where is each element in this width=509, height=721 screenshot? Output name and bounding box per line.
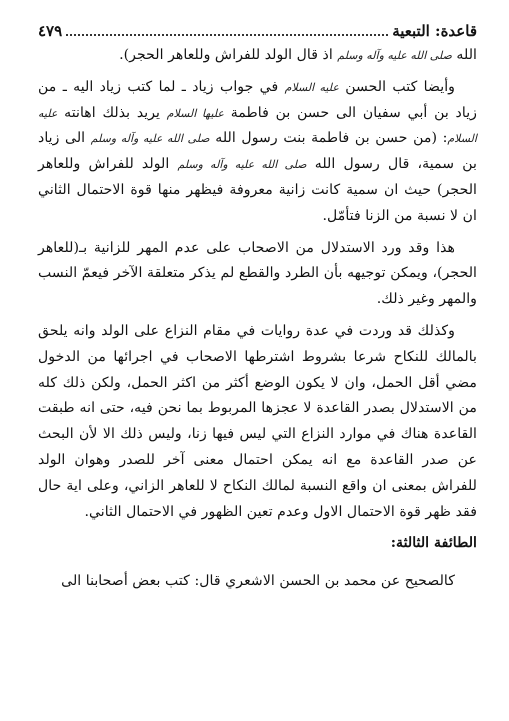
honorific-symbol: صلى الله عليه وآله وسلم	[90, 132, 210, 146]
body-text	[38, 43, 477, 601]
honorific-symbol: صلى الله عليه وآله وسلم	[177, 158, 307, 172]
text-run: اذ قال الولد للفراش وللعاهر الحجر).	[119, 47, 338, 63]
text-run: وأيضا كتب الحسن	[338, 78, 456, 95]
text-run: : (من حسن بن فاطمة بنت رسول الله	[209, 130, 448, 147]
honorific-symbol: صلى الله عليه وآله وسلم	[337, 49, 452, 62]
paragraph	[38, 236, 477, 313]
paragraph	[38, 75, 477, 230]
text-run: في جواب زياد ـ لما كتب زياد اليه ـ من زياد بن أبي سفيان الى حسن بن فاطمة	[38, 78, 477, 121]
page-number: ٤٧٩	[38, 22, 63, 40]
paragraph	[38, 43, 477, 69]
paragraph: كالصحيح عن محمد بن الحسن الاشعري قال: كتب بعض أصحابنا الى	[61, 573, 455, 590]
section-heading: الطائفة الثالثة:	[390, 535, 477, 552]
honorific-symbol: عليها السلام	[166, 106, 224, 120]
header-dotted-leader	[66, 26, 388, 36]
text-run: هذا وقد ورد الاستدلال من الاصحاب على عدم المهر للزانية بـ(للعاهر الحجر)، ويمكن توجيهه بأن الطرد والقطع لم يذكر متعلقة الآخر فيعمّ النسب والمهر وغير ذلك.	[38, 239, 477, 308]
text-run: وكذلك قد وردت في عدة روايات في مقام النزاع على الولد وانه يلحق بالمالك للنكاح شرعا بشروط اشترطها الاصحاب في اجرائها من الدخول مضي أقل الحمل، وان لا يكون الوضع أكثر من اكثر الحمل، ولكن ذلك كله من الاستدلال بصدر القاعدة لا عجزها المربوط بما نحن فيه، حتى انه طبقت القاعدة هناك في موارد النزاع التي ليس فيها زنا، وليس ذلك الا لأن البحث عن صدر القاعدة مع انه يمكن احتمال معنى آخر للصدر وهوان الولد للفراش بمعنى ان واقع النسبة لمالك النكاح لا للعاهر الزاني، وعلى اية حال فقد ظهر قوة الاحتمال الاول وعدم تعين الظهور في الاحتمال الثاني.	[38, 322, 477, 520]
text-run: يريد بذلك اهانته	[57, 104, 167, 121]
honorific-symbol: عليه السلام	[284, 80, 339, 94]
running-header	[38, 20, 477, 42]
text-run: الى زياد بن سمية، قال رسول الله	[38, 130, 477, 173]
paragraph-list	[38, 43, 477, 525]
header-title: قاعدة: التبعية	[392, 22, 477, 40]
text-run: الولد للفراش وللعاهر الحجر) حيث ان سمية كانت زانية معروفة فيظهر منها قوة الاحتمال الثاني ان لا نسبة من الزنا فتأمّل.	[38, 156, 477, 224]
paragraph	[38, 319, 477, 525]
text-run: الله	[451, 47, 477, 63]
honorific-symbol: عليه السلام	[38, 106, 477, 146]
